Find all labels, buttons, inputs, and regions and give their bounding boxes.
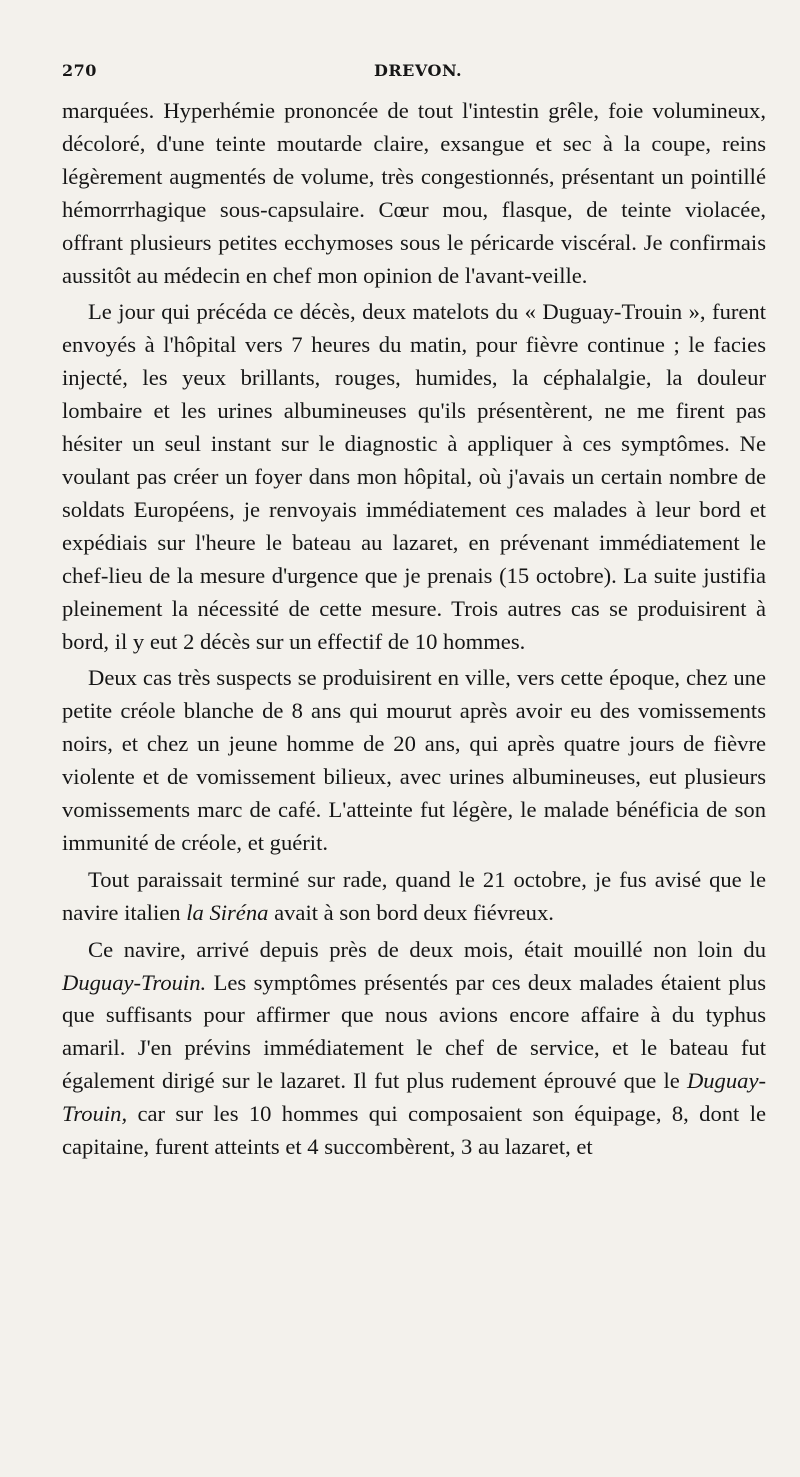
- paragraph-4: [62, 864, 766, 930]
- paragraph-5-text-b: Les symptômes présentés par ces deux malades étaient plus que suffisants pour affirmer que nous avions encore affaire à du typhus amaril. J'en prévins immédiatement le chef de service, et le bateau fut également dirigé sur le lazaret. Il fut plus rudement éprouvé que le: [62, 969, 766, 1094]
- paragraph-2-text: Le jour qui précéda ce décès, deux matelots du « Duguay-Trouin », furent envoyés à l'hôpital vers 7 heures du matin, pour fièvre continue ; le facies injecté, les yeux brillants, rouges, humides, la céphalalgie, la douleur lombaire et les urines albumineuses qu'ils présentèrent, ne me firent pas hésiter un seul instant sur le diagnostic à appliquer à ces symptômes. Ne voulant pas créer un foyer dans mon hôpital, où j'avais un certain nombre de soldats Européens, je renvoyais immédiatement ces malades à leur bord et expédiais sur l'heure le bateau au lazaret, en prévenant immédiatement le chef-lieu de la mesure d'urgence que je prenais (15 octobre). La suite justifia pleinement la nécessité de cette mesure. Trois autres cas se produisirent à bord, il y eut 2 décès sur un effectif de 10 hommes.: [62, 299, 766, 654]
- paragraph-5-text-c: car sur les 10 hommes qui composaient son équipage, 8, dont le capitaine, furent atteints et 4 succombèrent, 3 au lazaret, et: [62, 1101, 766, 1160]
- ship-name-duguay-trouin-2: Duguay-Trouin,: [62, 1068, 766, 1127]
- running-head: [62, 55, 766, 85]
- page-number: 270: [62, 61, 97, 80]
- body-text: [62, 95, 766, 1164]
- paragraph-5-text-a: Ce navire, arrivé depuis près de deux mois, était mouillé non loin du: [88, 936, 766, 962]
- ship-name-duguay-trouin-1: Duguay-Trouin.: [62, 969, 207, 995]
- paragraph-3-text: Deux cas très suspects se produisirent en ville, vers cette époque, chez une petite créole blanche de 8 ans qui mourut après avoir eu des vomissements noirs, et chez un jeune homme de 20 ans, qui après quatre jours de fièvre violente et de vomissement bilieux, avec urines albumineuses, eut plusieurs vomissements marc de café. L'atteinte fut légère, le malade bénéficia de son immunité de créole, et guérit.: [62, 665, 766, 855]
- paragraph-1: [62, 95, 766, 292]
- paragraph-5: [62, 934, 766, 1164]
- paragraph-2: [62, 296, 766, 658]
- ship-name-la-sirena: la Siréna: [186, 899, 269, 925]
- running-title: DREVON.: [374, 61, 463, 80]
- paragraph-4-text-a: Tout paraissait terminé sur rade, quand le 21 octobre, je fus avisé que le navire italien: [62, 866, 766, 925]
- paragraph-1-text: marquées. Hyperhémie prononcée de tout l'intestin grêle, foie volumineux, décoloré, d'une teinte moutarde claire, exsangue et sec à la coupe, reins légèrement augmentés de volume, très congestionnés, présentant un pointillé hémorrrhagique sous-capsulaire. Cœur mou, flasque, de teinte violacée, offrant plusieurs petites ecchymoses sous le péricarde viscéral. Je confirmais aussitôt au médecin en chef mon opinion de l'avant-veille.: [62, 98, 766, 288]
- paragraph-4-text-b: avait à son bord deux fiévreux.: [268, 899, 554, 925]
- paragraph-3: [62, 662, 766, 859]
